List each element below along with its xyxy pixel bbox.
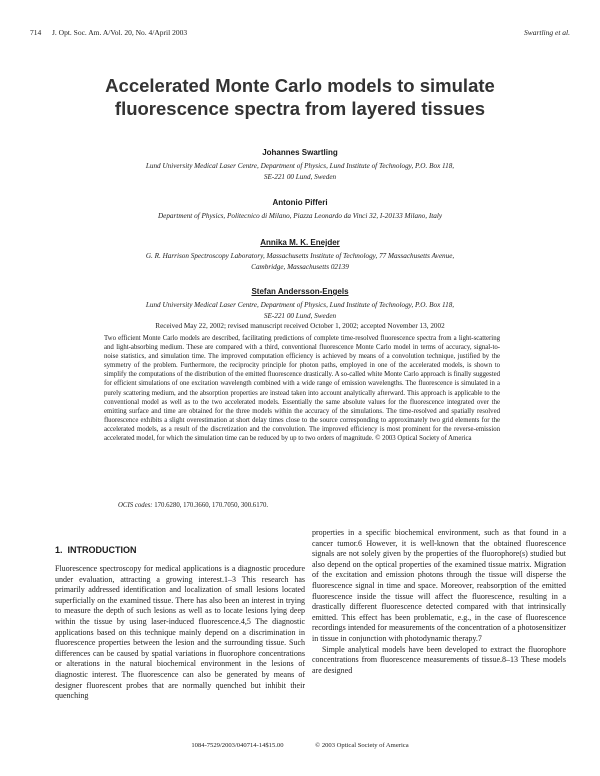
body-paragraph: Fluorescence spectroscopy for medical applications is a diagnostic procedure under evaluation, attracting a growing interest.1–3 This research has primarily addressed identification and localization of small lesions located superficially on the examined tissue. There has also been an interest in trying to measure the depth of such lesions as well as to locate lesions lying deep within the tissue by using laser-induced fluorescence.4,5 The diagnostic applications based on this technique mainly depend on a discrimination in fluorescence properties between the lesion and the surrounding tissue. Such differences can be caused by spatial variations in fluorophore concentrations or alterations in the natural biochemical environment in the lesions of diagnostic interest. The fluorescence can also be generated by means of designer fluorescent probes that are normally quenched but inhibit their quenching [55, 564, 305, 701]
section-heading [55, 545, 305, 556]
paper-title [40, 74, 560, 120]
affiliation-line: Department of Physics, Politecnico di Milano, Piazza Leonardo da Vinci 32, I-20133 Milano, Italy [157, 212, 443, 220]
footer-copyright: © 2003 Optical Society of America [315, 742, 409, 749]
page-footer [0, 742, 600, 749]
affiliation-line: SE-221 00 Lund, Sweden [263, 172, 337, 181]
affiliation-line: Cambridge, Massachusetts 02139 [251, 262, 349, 271]
received-dates: Received May 22, 2002; revised manuscript received October 1, 2002; accepted November 13, 2002 [155, 322, 445, 330]
author-affiliation [90, 251, 510, 272]
author-affiliation [90, 211, 510, 222]
section-title: INTRODUCTION [67, 545, 137, 555]
page-number: 714 [30, 28, 42, 37]
title-line-1: Accelerated Monte Carlo models to simulate [105, 75, 495, 96]
affiliation-line: G. R. Harrison Spectroscopy Laboratory, Massachusetts Institute of Technology, 77 Massachusetts Avenue, [145, 252, 455, 260]
author-name: Johannes Swartling [262, 148, 338, 157]
body-paragraph: properties in a specific biochemical environment, such as that found in a cancer tumor.6 However, it is well-known that the obtained fluorescence signals are not solely given by the properties of the fluorophore(s) studied but also depend on the optical properties of the examined tissue matrix. Migration of the excitation and emission photons through the tissue will disperse the fluorescence signal in time and space. Moreover, reabsorption of the emitted fluorescence inside the tissue will affect the fluorescence, resulting in a drastically different fluorescence detected compared with that intrinsically emitted. This effect has been problematic, e.g., in the case of fluorescence recordings intended for measurements of the concentration of a photosensitizer in tissue in conjunction with photodynamic therapy.7 [312, 528, 566, 643]
ocis-codes [118, 502, 268, 509]
title-line-2: fluorescence spectra from layered tissues [114, 98, 486, 119]
author-name: Stefan Andersson-Engels [251, 287, 349, 296]
affiliation-line: SE-221 00 Lund, Sweden [263, 311, 337, 320]
author-name: Antonio Pifferi [272, 198, 328, 207]
author-affiliation [90, 300, 510, 321]
ocis-label: OCIS codes: [118, 502, 153, 509]
affiliation-line: Lund University Medical Laser Centre, Department of Physics, Lund Institute of Technology, P.O. Box 118, [145, 301, 455, 309]
body-paragraph: Simple analytical models have been developed to extract the fluorophore concentrations from fluorescence measurements of tissue.8–13 These models are designed [312, 644, 566, 675]
journal-citation: J. Opt. Soc. Am. A/Vol. 20, No. 4/April 2003 [52, 28, 188, 37]
body-column-right [312, 528, 566, 676]
body-column-left [55, 545, 305, 702]
author-name: Annika M. K. Enejder [260, 238, 340, 247]
issn-code: 1084-7529/2003/040714-14$15.00 [191, 742, 284, 749]
section-number: 1. [55, 545, 63, 555]
running-author: Swartling et al. [523, 28, 570, 37]
author-affiliation [90, 161, 510, 182]
abstract: Two efficient Monte Carlo models are described, facilitating predictions of complete time-resolved fluorescence spectra from a light-scattering and light-absorbing medium. These are compared with a third, conventional fluorescence Monte Carlo model in terms of accuracy, signal-to-noise statistics, and simulation time. The improved computation efficiency is achieved by means of a convolution technique, justified by the symmetry of the problem. Furthermore, the reciprocity principle for photon paths, employed in one of the accelerated models, is shown to simplify the computations of the distribution of the emitted fluorescence drastically. A so-called white Monte Carlo approach is finally suggested for efficient simulations of one excitation wavelength combined with a wide range of emission wavelengths. The fluorescence is simulated in a purely scattering medium, and the absorption properties are instead taken into account analytically afterward. This approach is applicable to the conventional model as well as to the two accelerated models. Essentially the same absolute values for the fluorescence integrated over the emitting surface and time are obtained for the three models within the accuracy of the simulations. The time-resolved and spatially resolved fluorescence exhibits a slight overestimation at short delay times close to the source corresponding to approximately two grid elements for the accelerated models, as a result of the discretization and the convolution. The improved efficiency is most prominent for the reverse-emission accelerated model, for which the simulation time can be reduced by up to two orders of magnitude. © 2003 Optical Society of America [104, 335, 500, 443]
ocis-values: 170.6280, 170.3660, 170.7050, 300.6170. [154, 502, 269, 509]
running-header [30, 28, 570, 40]
affiliation-line: Lund University Medical Laser Centre, Department of Physics, Lund Institute of Technology, P.O. Box 118, [145, 162, 455, 170]
